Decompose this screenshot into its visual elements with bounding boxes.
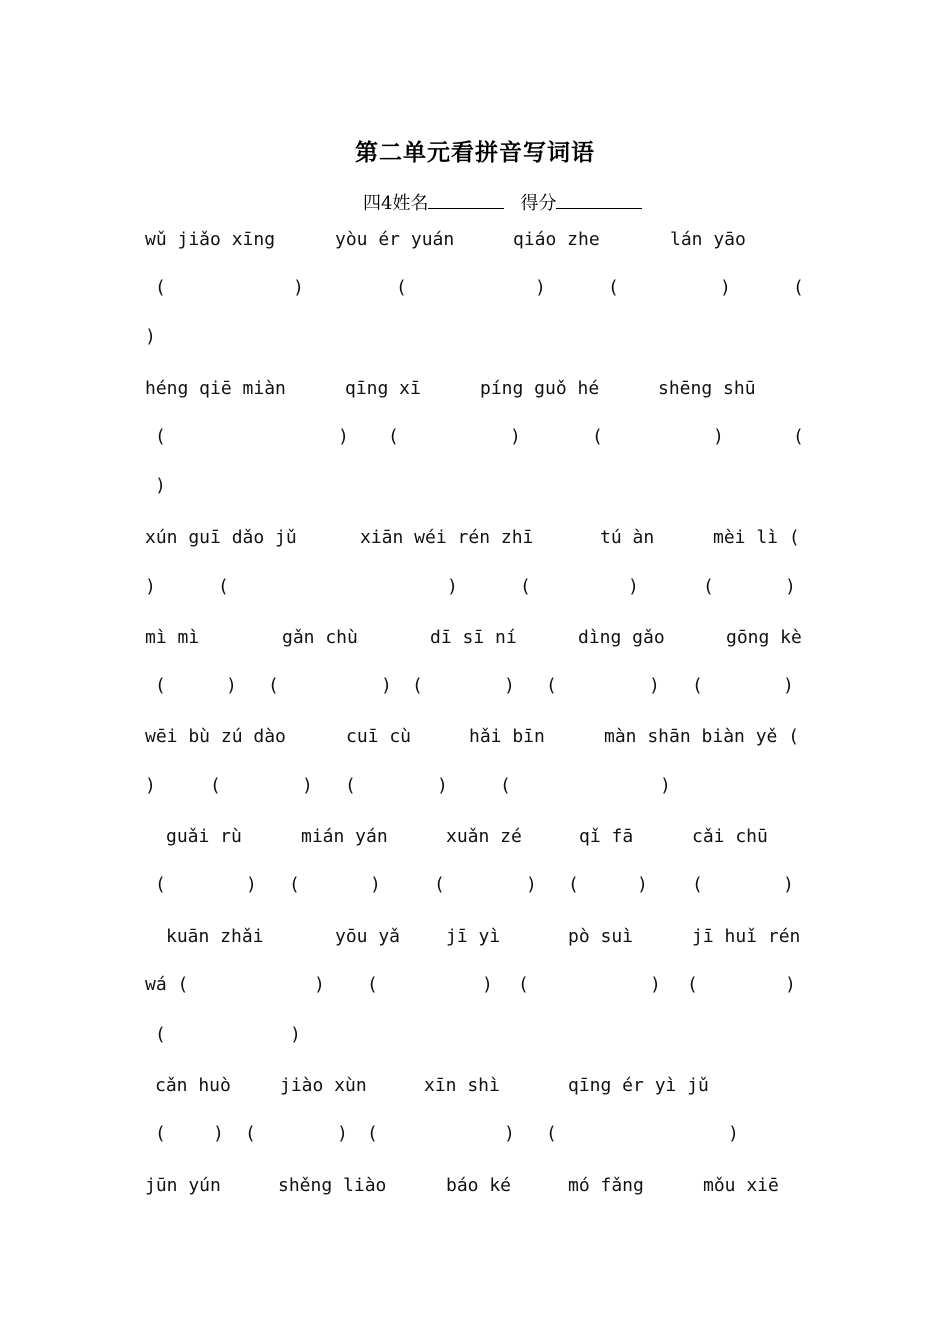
pinyin-word: mǒu xiē	[703, 1175, 779, 1196]
exercise-line	[0, 926, 950, 956]
answer-bracket: (	[703, 576, 714, 597]
pinyin-word: xún guī dǎo jǔ	[145, 527, 297, 548]
pinyin-word: mián yán	[301, 826, 388, 847]
pinyin-word: kuān zhǎi	[166, 926, 264, 947]
answer-bracket: (	[155, 1123, 166, 1144]
answer-bracket: )	[628, 576, 639, 597]
pinyin-word: jī yì	[446, 926, 501, 947]
answer-bracket: (	[592, 426, 603, 447]
answer-bracket: )	[650, 974, 661, 995]
exercise-line	[0, 1024, 950, 1054]
pinyin-word: màn shān biàn yě (	[604, 726, 800, 747]
answer-bracket: (	[434, 874, 445, 895]
answer-bracket: (	[367, 1123, 378, 1144]
exercise-line	[0, 527, 950, 557]
answer-bracket: )	[660, 775, 671, 796]
grade-name-label: 四4姓名	[363, 193, 429, 214]
answer-bracket: (	[518, 974, 529, 995]
answer-bracket: (	[155, 277, 166, 298]
answer-bracket: )	[226, 675, 237, 696]
exercise-line	[0, 627, 950, 657]
answer-bracket: )	[510, 426, 521, 447]
answer-bracket: )	[504, 675, 515, 696]
answer-bracket: (	[546, 675, 557, 696]
pinyin-word: cǎn huò	[155, 1075, 231, 1096]
answer-bracket: (	[155, 426, 166, 447]
exercise-line	[0, 378, 950, 408]
exercise-line	[0, 1123, 950, 1153]
pinyin-word: qiáo zhe	[513, 229, 600, 250]
answer-bracket: (	[367, 974, 378, 995]
answer-bracket: (	[692, 874, 703, 895]
answer-bracket: )	[437, 775, 448, 796]
pinyin-word: tú àn	[600, 527, 655, 548]
exercise-line	[0, 874, 950, 904]
exercise-line	[0, 277, 950, 307]
pinyin-word: wēi bù zú dào	[145, 726, 286, 747]
answer-bracket: )	[447, 576, 458, 597]
answer-bracket: (	[568, 874, 579, 895]
answer-bracket: (	[218, 576, 229, 597]
pinyin-word: dī sī ní	[430, 627, 517, 648]
pinyin-word: mó fǎng	[568, 1175, 644, 1196]
answer-bracket: )	[293, 277, 304, 298]
answer-bracket: (	[155, 874, 166, 895]
pinyin-word: mèi lì (	[713, 527, 800, 548]
answer-bracket: )	[649, 675, 660, 696]
exercise-line	[0, 675, 950, 705]
answer-bracket: (	[412, 675, 423, 696]
pinyin-word: gǎn chù	[282, 627, 358, 648]
answer-bracket: )	[720, 277, 731, 298]
pinyin-word: jiào xùn	[280, 1075, 367, 1096]
page-title: 第二单元看拼音写词语	[355, 139, 595, 166]
answer-bracket: )	[246, 874, 257, 895]
pinyin-word: wǔ jiǎo xīng	[145, 229, 276, 250]
exercise-line	[0, 475, 950, 505]
pinyin-word: shēng shū	[658, 378, 756, 399]
pinyin-word: mì mì	[145, 627, 200, 648]
answer-bracket: )	[381, 675, 392, 696]
name-blank	[428, 190, 504, 209]
pinyin-word: shěng liào	[278, 1175, 387, 1196]
pinyin-word: qīng xī	[345, 378, 421, 399]
answer-bracket: (	[289, 874, 300, 895]
exercise-line	[0, 576, 950, 606]
pinyin-word: pò suì	[568, 926, 634, 947]
pinyin-word: xīn shì	[424, 1075, 500, 1096]
pinyin-word: lán yāo	[670, 229, 746, 250]
pinyin-word: wá (	[145, 974, 189, 995]
answer-bracket: (	[687, 974, 698, 995]
exercise-line	[0, 326, 950, 356]
score-label: 得分	[520, 193, 557, 214]
pinyin-word: xuǎn zé	[446, 826, 522, 847]
answer-bracket: (	[793, 426, 804, 447]
exercise-line	[0, 726, 950, 756]
exercise-line	[0, 826, 950, 856]
answer-bracket: (	[396, 277, 407, 298]
answer-bracket: (	[155, 1024, 166, 1045]
answer-bracket: )	[145, 326, 156, 347]
pinyin-word: báo ké	[446, 1175, 512, 1196]
answer-bracket: )	[145, 576, 156, 597]
answer-bracket: )	[526, 874, 537, 895]
answer-bracket: (	[268, 675, 279, 696]
answer-bracket: )	[290, 1024, 301, 1045]
answer-bracket: )	[713, 426, 724, 447]
answer-bracket: )	[145, 775, 156, 796]
pinyin-word: héng qiē miàn	[145, 378, 286, 399]
exercise-line	[0, 1175, 950, 1205]
answer-bracket: (	[345, 775, 356, 796]
answer-bracket: (	[546, 1123, 557, 1144]
pinyin-word: guǎi rù	[166, 826, 242, 847]
answer-bracket: )	[337, 1123, 348, 1144]
pinyin-word: yōu yǎ	[335, 926, 401, 947]
score-blank	[556, 190, 642, 209]
answer-bracket: )	[504, 1123, 515, 1144]
exercise-line	[0, 426, 950, 456]
pinyin-word: qǐ fā	[579, 826, 634, 847]
pinyin-word: yòu ér yuán	[335, 229, 455, 250]
exercise-line	[0, 775, 950, 805]
pinyin-word: jūn yún	[145, 1175, 221, 1196]
pinyin-word: dìng gǎo	[578, 627, 665, 648]
pinyin-word: qīng ér yì jǔ	[568, 1075, 709, 1096]
answer-bracket: )	[338, 426, 349, 447]
answer-bracket: (	[500, 775, 511, 796]
pinyin-word: píng guǒ hé	[480, 378, 600, 399]
exercise-line	[0, 229, 950, 259]
answer-bracket: (	[388, 426, 399, 447]
pinyin-word: gōng kè	[726, 627, 802, 648]
answer-bracket: )	[783, 675, 794, 696]
answer-bracket: )	[785, 974, 796, 995]
exercise-line	[0, 974, 950, 1004]
answer-bracket: )	[314, 974, 325, 995]
answer-bracket: (	[692, 675, 703, 696]
answer-bracket: (	[793, 277, 804, 298]
exercise-line	[0, 1075, 950, 1105]
pinyin-word: xiān wéi rén zhī	[360, 527, 534, 548]
answer-bracket: )	[482, 974, 493, 995]
answer-bracket: )	[728, 1123, 739, 1144]
answer-bracket: )	[785, 576, 796, 597]
answer-bracket: )	[213, 1123, 224, 1144]
answer-bracket: )	[155, 475, 166, 496]
student-info-line	[363, 189, 642, 215]
pinyin-word: cǎi chū	[692, 826, 768, 847]
answer-bracket: (	[210, 775, 221, 796]
answer-bracket: )	[783, 874, 794, 895]
answer-bracket: )	[370, 874, 381, 895]
pinyin-word: jī huǐ rén	[692, 926, 801, 947]
answer-bracket: )	[637, 874, 648, 895]
answer-bracket: (	[520, 576, 531, 597]
answer-bracket: (	[155, 675, 166, 696]
answer-bracket: )	[302, 775, 313, 796]
answer-bracket: )	[535, 277, 546, 298]
pinyin-word: hǎi bīn	[469, 726, 545, 747]
pinyin-word: cuī cù	[346, 726, 412, 747]
answer-bracket: (	[608, 277, 619, 298]
answer-bracket: (	[245, 1123, 256, 1144]
